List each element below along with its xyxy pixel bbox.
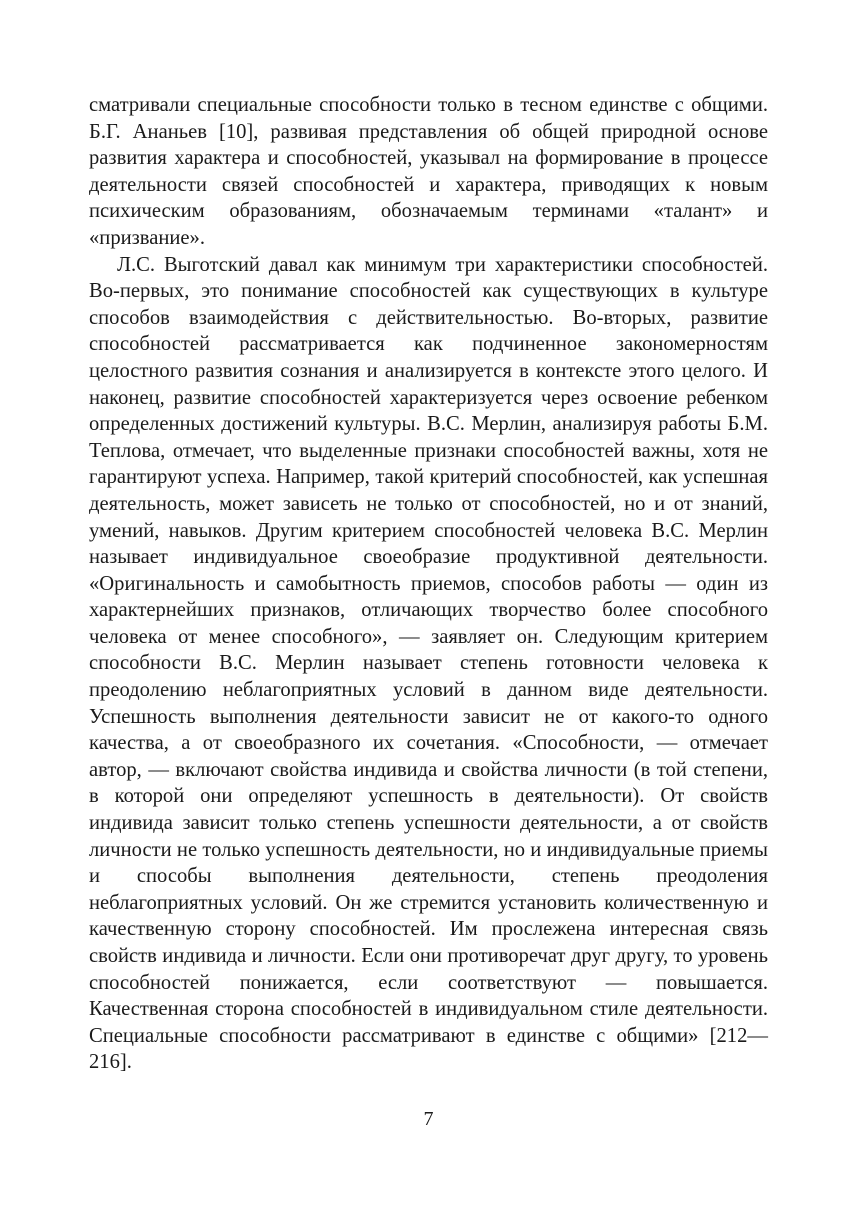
paragraph-vygotsky: Л.С. Выготский давал как минимум три характеристики способностей. Во-первых, это понимание способностей как существующих в культуре способов взаимодействия с действительностью. Во-вторых, развитие способностей рассматривается как подчиненное закономерностям целостного развития сознания и анализируется в контексте этого целого. И наконец, развитие способностей характеризуется через освоение ребенком определенных достижений культуры. В.С. Мерлин, анализируя работы Б.М. Теплова, отмечает, что выделенные признаки способностей важны, хотя не гарантируют успеха. Например, такой критерий способностей, как успешная деятельность, может зависеть не только от способностей, но и от знаний, умений, навыков. Другим критерием способностей человека В.С. Мерлин называет индивидуальное своеобразие продуктивной деятельности. «Оригинальность и самобытность приемов, способов работы — один из характернейших признаков, отличающих творчество более способного человека от менее способного», — заявляет он. Следующим критерием способности В.С. Мерлин называет степень готовности человека к преодолению неблагоприятных условий в данном виде деятельности. Успешность выполнения деятельности зависит не от какого-то одного качества, а от своеобразного их сочетания. «Способности, — отмечает автор, — включают свойства индивида и свойства личности (в той степени, в которой они определяют успешность в деятельности). От свойств индивида зависит только степень успешности деятельности, а от свойств личности не только успешность деятельности, но и индивидуальные приемы и способы выполнения деятельности, степень преодоления неблагоприятных условий. Он же стремится установить количественную и качественную сторону способностей. Им прослежена интересная связь свойств индивида и личности. Если они противоречат друг другу, то уровень способностей понижается, если соответствуют — повышается. Качественная сторона способностей в индивидуальном стиле деятельности. Специальные способности рассматривают в единстве с общими» [212—216]. <box>89 253 768 1074</box>
page-body <box>89 92 768 1076</box>
page-number: 7 <box>423 1108 434 1130</box>
paragraph-continuation: сматривали специальные способности только в тесном единстве с общими. Б.Г. Ананьев [10], развивая представления об общей природной основе развития характера и способностей, указывал на формирование в процессе деятельности связей способностей и характера, приводящих к новым психическим образованиям, обозначаемым терминами «талант» и «призвание». <box>89 94 768 249</box>
